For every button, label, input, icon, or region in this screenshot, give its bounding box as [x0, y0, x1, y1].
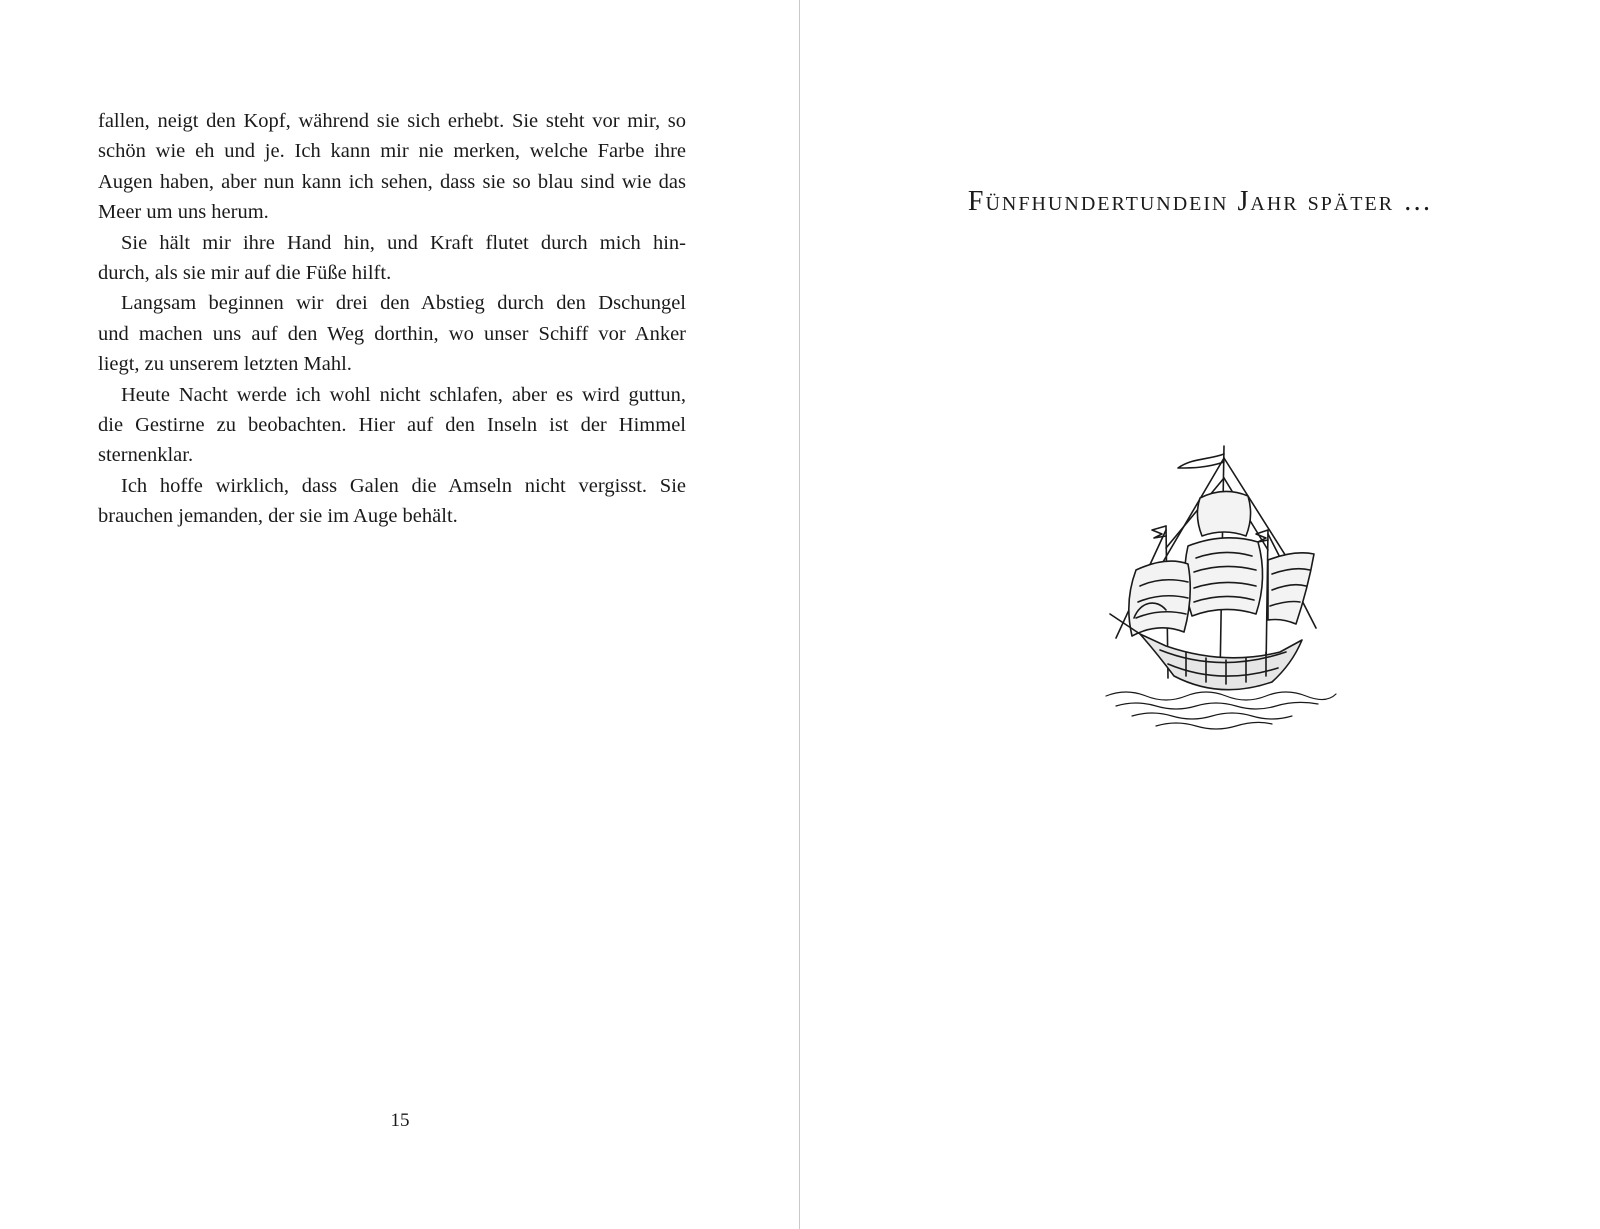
page-number: 15: [390, 1110, 410, 1131]
text-line: liegt, zu unserem letzten Mahl.: [98, 353, 352, 376]
text-line: Ich hoffe wirklich, dass Galen die Amseln nicht vergisst. Sie: [121, 474, 686, 497]
text-line: Heute Nacht werde ich wohl nicht schlafen, aber es wird guttun,: [121, 383, 686, 406]
text-line: und machen uns auf den Weg dorthin, wo unser Schiff vor Anker: [98, 322, 686, 345]
text-line: Augen haben, aber nun kann ich sehen, dass sie so blau sind wie das: [98, 170, 686, 193]
text-line: sternenklar.: [98, 444, 194, 467]
text-line: durch, als sie mir auf die Füße hilft.: [98, 261, 392, 284]
right-page: [801, 0, 1600, 1229]
text-line: fallen, neigt den Kopf, während sie sich erhebt. Sie steht vor mir, so: [98, 110, 686, 132]
sailing-ship-icon: [1096, 438, 1346, 738]
body-text: [98, 106, 686, 531]
text-line: die Gestirne zu beobachten. Hier auf den Inseln ist der Himmel: [98, 413, 686, 436]
text-line: Sie hält mir ihre Hand hin, und Kraft flutet durch mich hin-: [121, 231, 686, 254]
page-gutter: [799, 0, 800, 1229]
text-line: Meer um uns herum.: [98, 201, 269, 224]
text-line: brauchen jemanden, der sie im Auge behält.: [98, 505, 458, 528]
text-line: schön wie eh und je. Ich kann mir nie merken, welche Farbe ihre: [98, 140, 686, 163]
text-line: Langsam beginnen wir drei den Abstieg durch den Dschungel: [121, 292, 686, 315]
chapter-heading: Fünfhundertundein Jahr später …: [967, 186, 1434, 217]
